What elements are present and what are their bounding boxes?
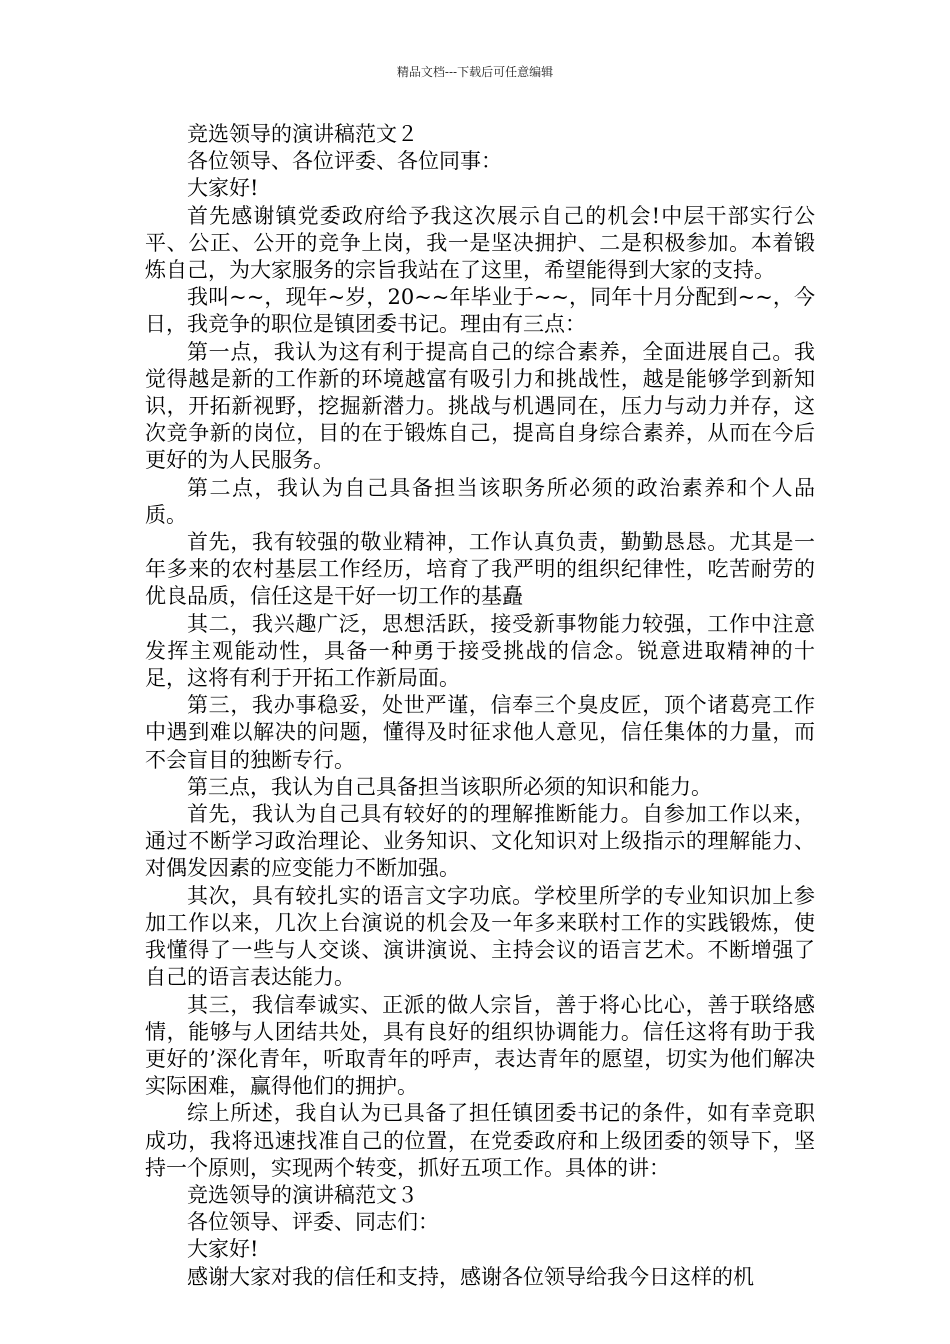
greeting: 大家好! (187, 176, 259, 201)
paragraph: 第三点，我认为自己具备担当该职所必须的知识和能力。 (187, 774, 712, 799)
paragraph: 第二点，我认为自己具备担当该职务所必须的政治素养和个人品质。 (145, 475, 815, 527)
paragraph: 首先，我认为自己具有较好的的理解推断能力。自参加工作以来，通过不断学习政治理论、业务知识、文化知识对上级指示的理解能力、对偶发因素的应变能力不断加强。 (145, 802, 815, 881)
paragraph: 其次，具有较扎实的语言文字功底。学校里所学的专业知识加上参加工作以来，几次上台演说的机会及一年多来联村工作的实践锻炼，使我懂得了一些与人交谈、演讲演说、主持会议的语言艺术。不断增强了自己的语言表达能力。 (145, 883, 815, 990)
section-title: 竞选领导的演讲稿范文２ (187, 122, 418, 146)
paragraph: 第一点，我认为这有利于提高自己的综合素养，全面进展自己。我觉得越是新的工作新的环境越富有吸引力和挑战性，越是能够学到新知识，开拓新视野，挖掘新潜力。挑战与机遇同在，压力与动力并存，这次竞争新的岗位，目的在于锻炼自己，提高自身综合素养，从而在今后更好的为人民服务。 (145, 339, 815, 473)
greeting: 大家好! (187, 1237, 259, 1262)
paragraph: 综上所述，我自认为已具备了担任镇团委书记的条件，如有幸竞职成功，我将迅速找准自己的位置，在党委政府和上级团委的领导下，坚持一个原则，实现两个转变，抓好五项工作。具体的讲： (145, 1101, 815, 1180)
paragraph: 首先，我有较强的敬业精神，工作认真负责，勤勤恳恳。尤其是一年多来的农村基层工作经历，培育了我严明的组织纪律性，吃苦耐劳的优良品质，信任这是干好一切工作的基矗 (145, 530, 815, 609)
paragraph: 第三，我办事稳妥，处世严谨，信奉三个臭皮匠，顶个诸葛亮工作中遇到难以解决的问题，懂得及时征求他人意见，信任集体的力量，而不会盲目的独断专行。 (145, 693, 815, 772)
paragraph: 首先感谢镇党委政府给予我这次展示自己的机会!中层干部实行公平、公正、公开的竞争上岗，我一是坚决拥护、二是积极参加。本着锻炼自己，为大家服务的宗旨我站在了这里，希望能得到大家的支持。 (145, 203, 815, 283)
paragraph: 其二，我兴趣广泛，思想活跃，接受新事物能力较强，工作中注意发挥主观能动性，具备一种勇于接受挑战的信念。锐意进取精神的十足，这将有利于开拓工作新局面。 (145, 611, 815, 691)
paragraph: 其三，我信奉诚实、正派的做人宗旨，善于将心比心，善于联络感情，能够与人团结共处，具有良好的组织协调能力。信任这将有助于我更好的’深化青年，听取青年的呼声，表达青年的愿望，切实为他们解决实际困难，赢得他们的拥护。 (145, 992, 815, 1099)
paragraph: 我叫~~，现年~岁，20~~年毕业于~~，同年十月分配到~~，今日，我竞争的职位是镇团委书记。理由有三点： (145, 285, 815, 337)
page-header: 精品文档---下载后可任意编辑 (396, 65, 554, 79)
salutation: 各位领导、各位评委、各位同事： (187, 149, 502, 174)
paragraph: 感谢大家对我的信任和支持，感谢各位领导给我今日这样的机 (187, 1264, 754, 1289)
salutation: 各位领导、评委、同志们： (187, 1210, 439, 1235)
section-title: 竞选领导的演讲稿范文３ (187, 1182, 418, 1207)
document-body (145, 121, 815, 1291)
